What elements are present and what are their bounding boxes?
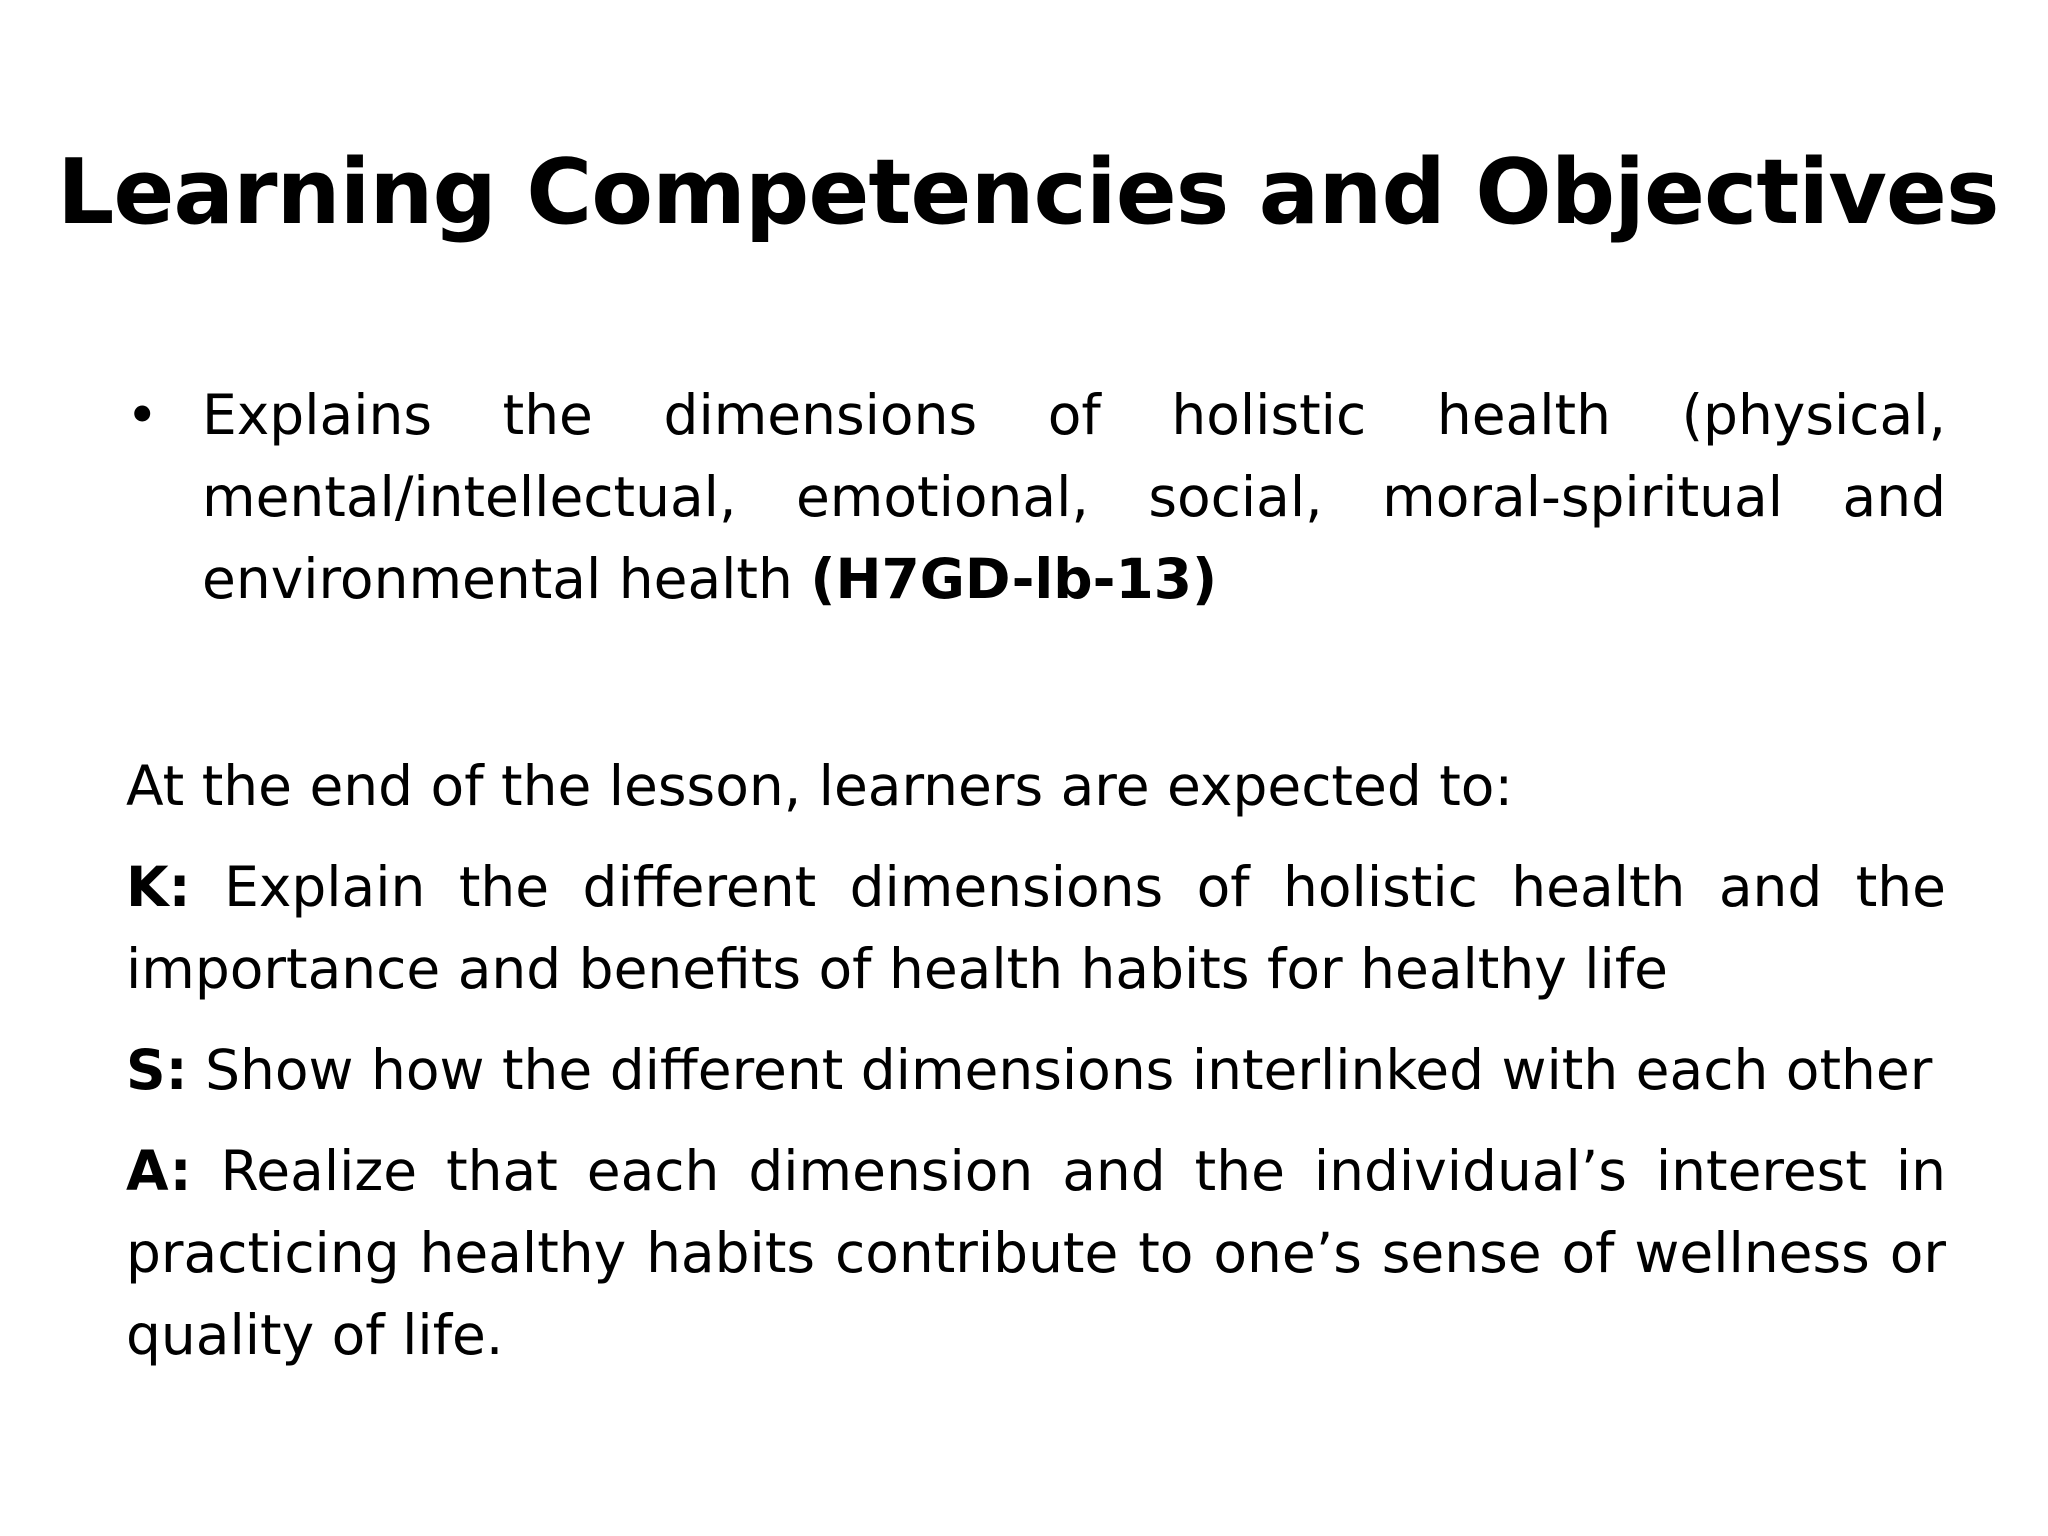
competency-bullet (126, 374, 1946, 620)
competency-code: (H7GD-lb-13) (810, 547, 1218, 611)
bullet-dot-icon: • (126, 383, 159, 447)
objective-text: Explain the different dimensions of holistic health and the importance and benefits of health habits for healthy life (126, 855, 1946, 1001)
objectives-intro: At the end of the lesson, learners are expected to: (126, 754, 1513, 818)
objective-letter: A: (126, 1139, 192, 1203)
objective-letter: K: (126, 855, 191, 919)
competency-text: Explains the dimensions of holistic health (physical, mental/intellectual, emotional, social, moral-spiritual and environmental health (202, 383, 1946, 611)
objective-text: Show how the different dimensions interlinked with each other (187, 1038, 1933, 1102)
objective-knowledge (126, 846, 1946, 1010)
objective-text: Realize that each dimension and the individual’s interest in practicing healthy habits contribute to one’s sense of wellness or quality of life. (126, 1139, 1946, 1367)
slide-title: Learning Competencies and Objectives (57, 140, 1999, 245)
objective-skill (126, 1029, 1946, 1111)
objective-attitude (126, 1130, 1946, 1376)
slide-body (126, 374, 1946, 1376)
objective-letter: S: (126, 1038, 188, 1102)
